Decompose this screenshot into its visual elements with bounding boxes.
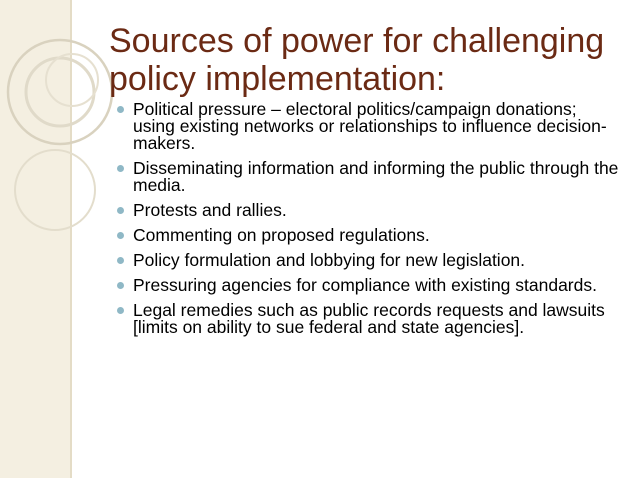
ring-lower	[15, 150, 95, 230]
bullet-text: Pressuring agencies for compliance with existing standards.	[133, 275, 597, 295]
bullet-dot-icon	[117, 257, 124, 264]
ring-middle	[26, 58, 94, 126]
bullet-text: Protests and rallies.	[133, 200, 287, 220]
bullet-text: Commenting on proposed regulations.	[133, 225, 430, 245]
bullet-dot-icon	[117, 307, 124, 314]
bullet-item	[117, 101, 622, 152]
bullet-dot-icon	[117, 207, 124, 214]
ring-inner	[46, 54, 98, 106]
bullet-list	[117, 101, 622, 344]
slide-title: Sources of power for challenging policy implementation:	[109, 22, 605, 98]
bullet-item	[117, 202, 622, 219]
bullet-item	[117, 277, 622, 294]
bullet-item	[117, 302, 622, 336]
bullet-dot-icon	[117, 232, 124, 239]
bullet-text: Political pressure – electoral politics/campaign donations; using existing networks or relationships to influence decision-makers.	[133, 99, 607, 153]
bullet-item	[117, 227, 622, 244]
bullet-text: Policy formulation and lobbying for new legislation.	[133, 250, 526, 270]
bullet-dot-icon	[117, 106, 124, 113]
bullet-item	[117, 252, 622, 269]
bullet-dot-icon	[117, 165, 124, 172]
bullet-item	[117, 160, 622, 194]
bullet-text: Disseminating information and informing the public through the media.	[133, 158, 619, 195]
ring-outer	[8, 40, 112, 144]
decorative-rings	[0, 0, 120, 478]
bullet-text: Legal remedies such as public records requests and lawsuits [limits on ability to sue federal and state agencies].	[133, 300, 605, 337]
bullet-dot-icon	[117, 282, 124, 289]
